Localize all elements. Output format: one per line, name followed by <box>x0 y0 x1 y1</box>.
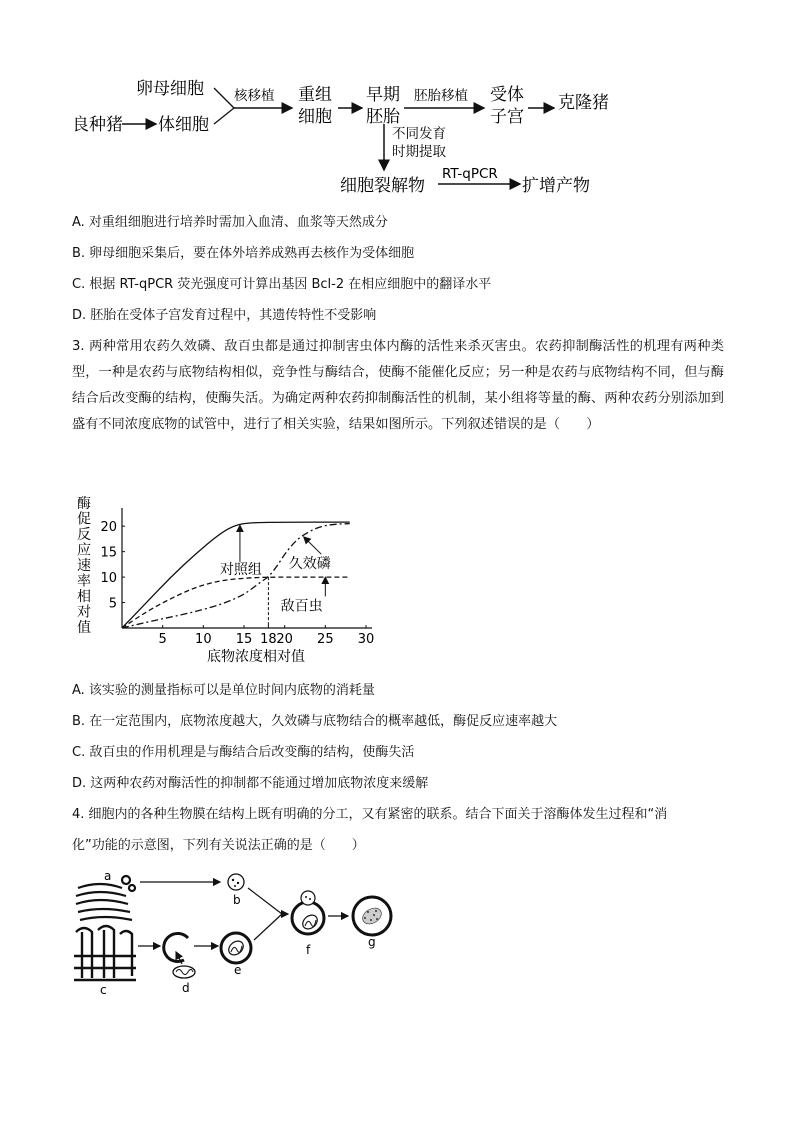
q2-option-a: A. 对重组细胞进行培养时需加入血清、血浆等天然成分 <box>72 215 388 230</box>
y-axis-label-char: 值 <box>77 620 91 636</box>
y-axis-label-char: 促 <box>77 511 91 528</box>
q3-option-d: D. 这两种农药对酶活性的抑制都不能通过增加底物浓度来缓解 <box>72 776 429 791</box>
x-tick-label: 10 <box>195 632 212 647</box>
y-axis-label-char: 速 <box>77 558 91 574</box>
clone-pig-label: 克隆猪 <box>558 93 609 113</box>
label-a: a <box>104 869 112 883</box>
endoplasmic-reticulum-icon <box>74 926 136 980</box>
annotation-arrow-parathion <box>306 539 321 554</box>
y-tick-label: 5 <box>108 596 117 612</box>
x-axis-label: 底物浓度相对值 <box>207 649 305 665</box>
annotation-control-label: 对照组 <box>219 561 262 578</box>
y-axis-label-char: 相 <box>77 589 91 605</box>
y-tick-label: 20 <box>100 520 117 536</box>
q4-stem-line-2: 化”功能的示意图，下列有关说法正确的是（ ） <box>72 838 365 853</box>
arrow-somatic-merge <box>214 108 234 124</box>
recipient-label-2: 子宫 <box>490 107 524 127</box>
y-tick-label: 10 <box>100 571 117 587</box>
x-tick-label: 18 <box>260 632 277 647</box>
label-g: g <box>368 935 376 949</box>
label-d: d <box>182 981 190 995</box>
lysosome-process-diagram <box>70 868 410 998</box>
y-tick-label: 15 <box>100 545 117 561</box>
x-tick-label: 25 <box>317 632 334 647</box>
arrow-e-to-f <box>254 914 282 940</box>
recombinant-label-2: 细胞 <box>298 107 332 127</box>
y-axis-label-char: 应 <box>77 542 91 559</box>
forming-membrane-icon <box>164 933 188 961</box>
enzyme-rate-chart <box>76 494 396 670</box>
y-axis-label-char: 率 <box>77 573 91 590</box>
lysosome-vesicle-icon <box>228 874 244 890</box>
somatic-label: 体细胞 <box>158 115 209 135</box>
stage-label-1: 不同发育 <box>392 126 446 142</box>
label-f: f <box>306 943 311 957</box>
q3-option-c: C. 敌百虫的作用机理是与酶结合后改变酶的结构，使酶失活 <box>72 745 415 760</box>
early-embryo-label-2: 胚胎 <box>366 107 400 127</box>
embryo-transfer-label: 胚胎移植 <box>414 88 468 104</box>
autophagosome-icon <box>221 933 251 963</box>
q2-option-d: D. 胚胎在受体子宫发育过程中，其遗传特性不受影响 <box>72 308 377 323</box>
early-embryo-label-1: 早期 <box>366 85 400 105</box>
label-b: b <box>233 893 241 907</box>
q4-stem-line-1: 4. 细胞内的各种生物膜在结构上既有明确的分工，又有紧密的联系。结合下面关于溶酶体发生过程和“消 <box>72 807 668 822</box>
arrow-b-to-f <box>248 888 282 914</box>
annotation-trichlorfon-label: 敌百虫 <box>280 598 323 615</box>
product-label: 扩增产物 <box>522 176 590 196</box>
q3-stem: 3. 两种常用农药久效磷、敌百虫都是通过抑制害虫体内酶的活性来杀灭害虫。农药抑制酶活性的机理有两种类型，一种是农药与底物结构相似，竞争性与酶结合，使酶不能催化反应；另一种是农药与底物结构不同，但与酶结合后改变酶的结构，使酶失活。为确定两种农药抑制酶活性的机制，某小组将等量的酶、两种农药分别添加到盛有不同浓度底物的试管中，进行了相关实验，结果如图所示。下列叙述错误的是（ ） <box>72 339 724 432</box>
rtqpcr-label: RT-qPCR <box>442 166 498 182</box>
x-tick-label: 5 <box>158 632 167 647</box>
y-axis-label-char: 反 <box>77 527 91 543</box>
label-c: c <box>100 983 107 997</box>
lysate-label: 细胞裂解物 <box>340 176 425 196</box>
cloning-flow-diagram <box>60 70 660 200</box>
q3-option-b: B. 在一定范围内，底物浓度越大，久效磷与底物结合的概率越低，酶促反应速率越大 <box>72 714 558 729</box>
recipient-label-1: 受体 <box>490 85 524 105</box>
good-pig-label: 良种猪 <box>72 115 123 135</box>
y-axis-label-char: 对 <box>77 604 91 621</box>
mitochondrion-icon <box>173 966 195 978</box>
q2-option-c: C. 根据 RT-qPCR 荧光强度可计算出基因 Bcl-2 在相应细胞中的翻译水平 <box>72 277 492 292</box>
stage-label-2: 时期提取 <box>392 144 446 160</box>
x-tick-label: 20 <box>276 632 293 647</box>
x-tick-label: 15 <box>235 632 253 647</box>
fusion-vesicle-icon <box>292 891 324 934</box>
x-tick-label: 30 <box>357 632 375 647</box>
arrow-oocyte-merge <box>214 88 234 108</box>
q2-option-b: B. 卵母细胞采集后，要在体外培养成熟再去核作为受体细胞 <box>72 246 415 261</box>
y-axis-label-char: 酶 <box>77 496 91 512</box>
nuclear-transfer-label: 核移植 <box>234 88 275 104</box>
oocyte-label: 卵母细胞 <box>136 79 204 99</box>
recombinant-label-1: 重组 <box>298 85 332 105</box>
q3-option-a: A. 该实验的测量指标可以是单位时间内底物的消耗量 <box>72 683 375 698</box>
digesting-lysosome-icon <box>353 897 391 935</box>
label-e: e <box>234 963 242 977</box>
annotation-parathion-label: 久效磷 <box>288 556 331 573</box>
